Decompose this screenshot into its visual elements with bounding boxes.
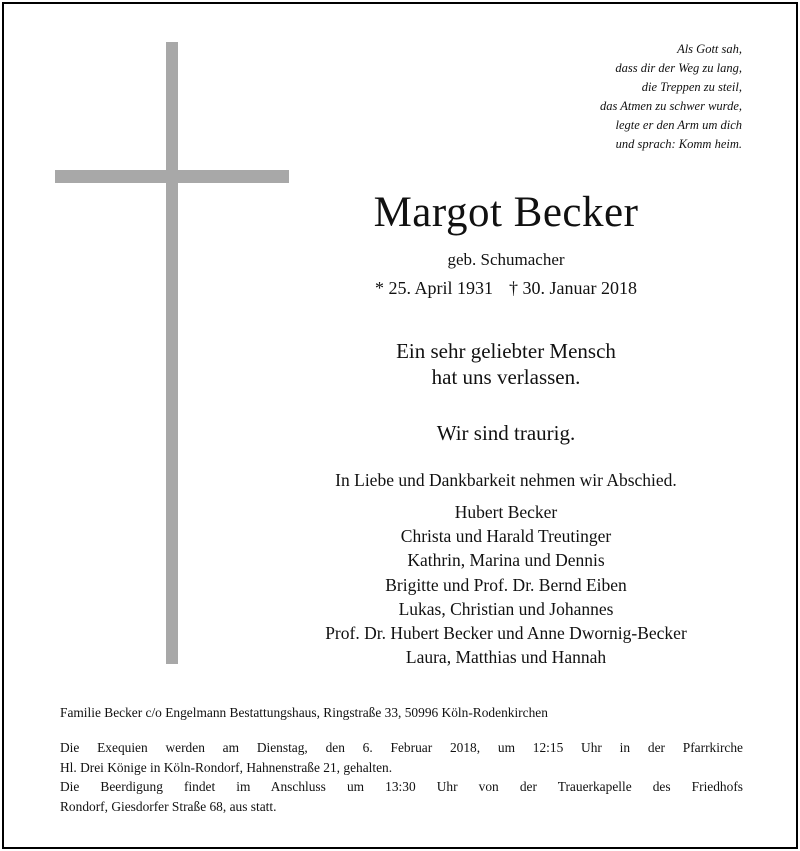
maiden-name: geb. Schumacher (447, 250, 565, 269)
mourners-list (286, 500, 726, 669)
verse-line: hat uns verlassen. (431, 365, 581, 389)
service-line: Die Exequien werden am Dienstag, den 6. Februar 2018, um 12:15 Uhr in der Pfarrkirche (60, 740, 743, 755)
deceased-name: Margot Becker (373, 189, 639, 236)
verse (286, 338, 726, 390)
poem-line: das Atmen zu schwer wurde, (599, 99, 742, 113)
poem-line: die Treppen zu steil, (641, 80, 742, 94)
mourner: Hubert Becker (454, 502, 558, 522)
mourner: Laura, Matthias und Hannah (405, 647, 607, 668)
service-line: Die Beerdigung findet im Anschluss um 13:30 Uhr von der Trauerkapelle des Friedhofs (60, 779, 743, 795)
mourner: Prof. Dr. Hubert Becker und Anne Dwornig-Becker (325, 623, 687, 644)
poem-line: legte er den Arm um dich (615, 118, 742, 132)
mourner: Brigitte und Prof. Dr. Bernd Eiben (385, 574, 627, 595)
mourner: Christa und Harald Treutinger (400, 526, 612, 547)
life-dates (286, 278, 726, 299)
obituary-notice (2, 2, 798, 849)
verse-line: Ein sehr geliebter Mensch (396, 339, 616, 363)
farewell-line: In Liebe und Dankbarkeit nehmen wir Abschied. (335, 470, 677, 490)
poem (482, 40, 742, 154)
poem-line: dass dir der Weg zu lang, (615, 61, 742, 75)
mourner: Kathrin, Marina und Dennis (407, 550, 605, 571)
sad-line: Wir sind traurig. (436, 421, 576, 445)
death-date: † 30. Januar 2018 (509, 278, 637, 298)
service-info (60, 738, 743, 816)
poem-line: und sprach: Komm heim. (615, 137, 742, 151)
service-line: Hl. Drei Könige in Köln-Rondorf, Hahnenstraße 21, gehalten. (60, 759, 393, 775)
poem-line: Als Gott sah, (677, 42, 742, 56)
mourner: Lukas, Christian und Johannes (398, 598, 614, 619)
contact-address: Familie Becker c/o Engelmann Bestattungshaus, Ringstraße 33, 50996 Köln-Rodenkirchen (60, 705, 548, 720)
service-line: Rondorf, Giesdorfer Straße 68, aus statt. (60, 798, 277, 814)
cross-icon-horizontal-beam (55, 170, 289, 183)
birth-date: * 25. April 1931 (375, 278, 494, 298)
cross-icon-vertical-beam (166, 42, 178, 664)
